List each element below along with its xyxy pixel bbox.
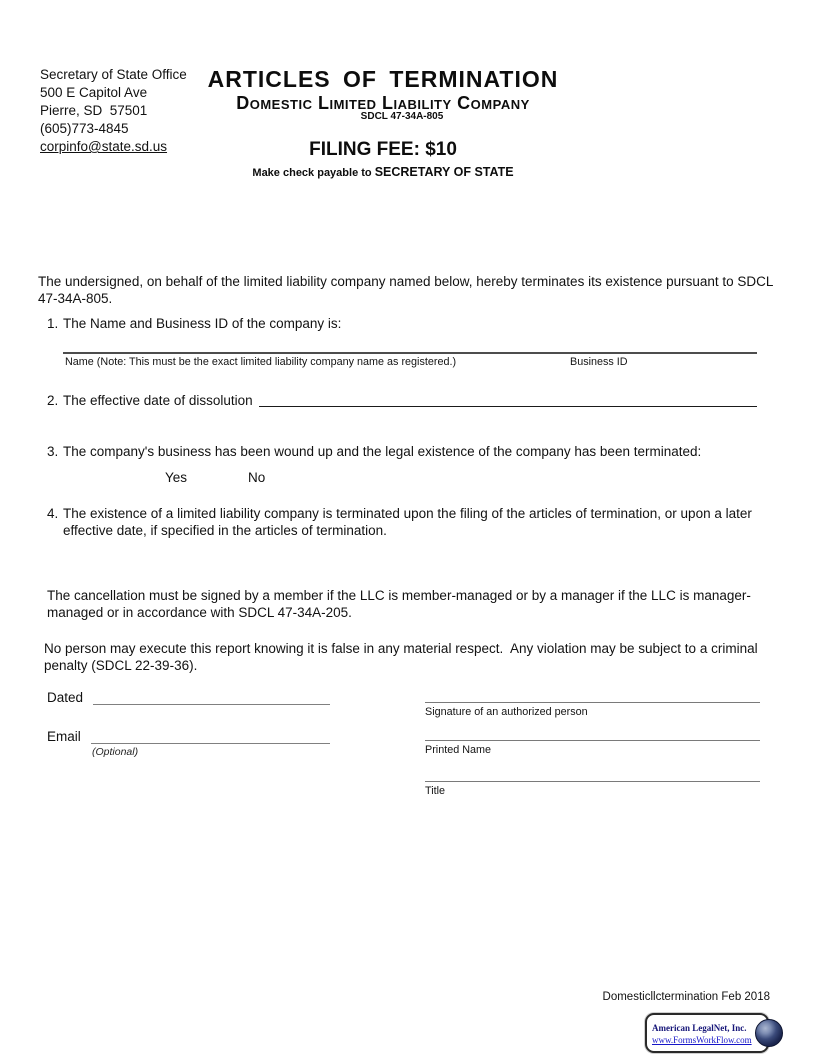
title-block [170,66,596,181]
title-field [425,781,760,797]
item-4 [47,506,772,539]
payable-note [170,163,596,181]
dated-label: Dated [47,690,84,705]
email-label: Email [47,729,81,744]
dated-row [47,690,330,705]
office-name: Secretary of State Office [40,67,187,82]
penalty-note: No person may execute this report knowing it is false in any material respect. Any violation may be subject to a criminal penalty (SDCL 22-39-36). [44,641,758,673]
payable-prefix: Make check payable to [252,167,375,179]
email-row [47,729,330,744]
no-option[interactable]: No [248,470,266,485]
footer-doc-id: Domesticllctermination Feb 2018 [602,991,770,1003]
yes-option[interactable]: Yes [165,470,188,485]
item-3-text: The company's business has been wound up and the legal existence of the company has been terminated: [63,444,702,459]
signature-label: Signature of an authorized person [425,706,588,718]
dissolution-date-input-line[interactable] [259,393,757,407]
logo-text-block [652,1021,752,1046]
title-label: Title [425,785,445,797]
business-id-label: Business ID [570,356,628,368]
printed-name-field [425,740,760,756]
office-phone: (605)773-4845 [40,121,129,136]
form-subtitle: Domestic Limited Liability Company [236,93,530,113]
intro-paragraph: The undersigned, on behalf of the limited liability company named below, hereby terminates its existence pursuant to SDCL 47-34A-805. [38,274,773,306]
office-email-link[interactable]: corpinfo@state.sd.us [40,139,168,154]
item-3-number: 3. [47,444,59,459]
office-address-block [40,66,187,156]
payable-to: SECRETARY OF STATE [374,165,514,179]
office-street: 500 E Capitol Ave [40,85,148,100]
item-2-text: The effective date of dissolution [63,393,253,408]
american-legalnet-logo[interactable] [645,1013,769,1053]
filing-fee: FILING FEE: $10 [309,139,457,160]
dated-input-line[interactable] [93,691,330,705]
item-1-number: 1. [47,316,59,331]
item-3 [47,444,772,461]
form-title: ARTICLES OF TERMINATION [207,66,559,92]
email-input-line[interactable] [91,730,330,744]
printed-name-label: Printed Name [425,744,492,756]
item-2 [47,393,757,410]
item-2-number: 2. [47,393,59,408]
company-name-input-line[interactable] [63,352,757,354]
item-1 [47,316,747,333]
globe-icon [755,1019,783,1047]
statute-reference: SDCL 47-34A-805 [360,111,444,122]
logo-url-link[interactable]: www.FormsWorkFlow.com [652,1034,752,1045]
office-city-state-zip: Pierre, SD 57501 [40,103,148,118]
signature-field [425,702,760,718]
optional-label: (Optional) [92,746,139,758]
logo-company-name: American LegalNet, Inc. [652,1022,747,1033]
item-1-text: The Name and Business ID of the company is: [63,316,342,331]
cancellation-note: The cancellation must be signed by a member if the LLC is member-managed or by a manager if the LLC is manager-managed or in accordance with SDCL 47-34A-205. [47,588,751,620]
name-note-label: Name (Note: This must be the exact limited liability company name as registered.) [65,356,457,368]
item-4-number: 4. [47,506,59,521]
item-4-text: The existence of a limited liability company is terminated upon the filing of the articles of termination, or upon a later effective date, if specified in the articles of termination. [63,506,752,538]
